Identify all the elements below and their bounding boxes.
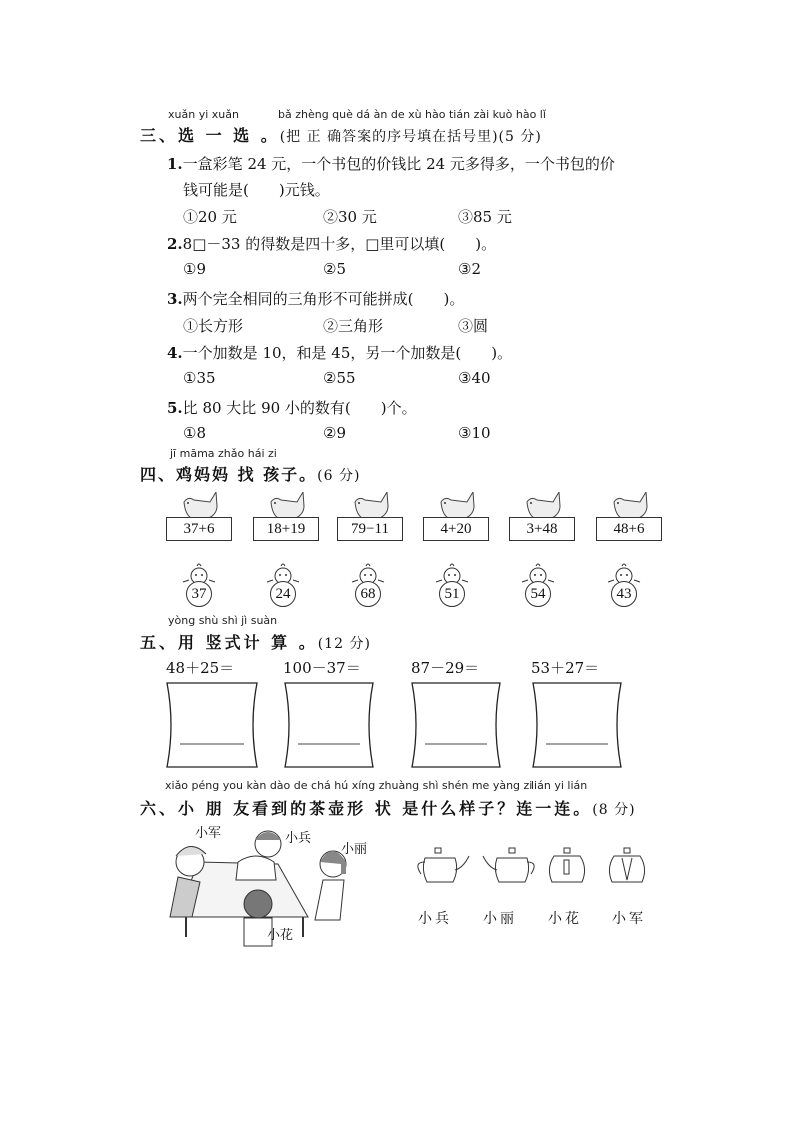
hen-icon (610, 492, 650, 518)
option: ①9 (183, 260, 206, 278)
points: (6 分) (317, 468, 361, 484)
teapot-label: 小花 (548, 911, 582, 927)
heading-text: 四、鸡妈妈 找 孩子。 (140, 465, 318, 484)
chick-number: 54 (525, 581, 551, 607)
pinyin: xuǎn yi xuǎn (168, 108, 239, 121)
hen-expression: 18+19 (253, 517, 319, 541)
section-4-heading (140, 462, 360, 485)
instruction: (把 正 确答案的序号填在括号里)(5 分) (279, 129, 542, 145)
pinyin: yòng shù shì jì suàn (168, 614, 278, 627)
section-5-heading (140, 630, 371, 653)
chick-number: 43 (611, 581, 637, 607)
option: ①35 (183, 369, 216, 387)
hen-expression: 37+6 (166, 517, 232, 541)
chick-number: 51 (439, 581, 465, 607)
option: ②三角形 (323, 317, 384, 335)
option: ②55 (323, 369, 356, 387)
teapot-front-spout (606, 846, 648, 886)
option: ③10 (458, 424, 491, 442)
option: ③圆 (458, 317, 489, 335)
hen-icon (267, 492, 307, 518)
q-num: 3. (167, 290, 183, 308)
section-3-heading (140, 123, 542, 146)
points: (8 分) (592, 802, 636, 818)
q-num: 1. (167, 155, 183, 173)
question-3 (167, 288, 464, 309)
section-6-heading (140, 796, 636, 819)
kid-label: 小花 (267, 928, 294, 943)
expression: 100－37＝ (283, 659, 361, 677)
q-text: 两个完全相同的三角形不可能拼成( )。 (182, 290, 465, 308)
q-text: 8□－33 的得数是四十多，□里可以填( )。 (182, 235, 497, 253)
chick (602, 562, 646, 608)
teapot-label: 小军 (612, 911, 646, 927)
pinyin: bǎ zhèng què dá àn de xù hào tián zài kuò hào lǐ (278, 108, 546, 121)
chick-number: 68 (355, 581, 381, 607)
question-2 (167, 233, 496, 254)
q-num: 4. (167, 344, 183, 362)
pinyin: xiǎo péng you kàn dào de chá hú xíng zhuàng shì shén me yàng zi (165, 779, 533, 792)
chick (261, 562, 305, 608)
teapot-label: 小兵 (418, 911, 452, 927)
heading-text: 六、小 朋 友看到的茶壶形 状 是什么样子？连一连。 (140, 799, 593, 818)
pinyin: jī māma zhǎo hái zi (170, 447, 277, 460)
teapot-front-handle (546, 846, 588, 886)
teapot-label: 小丽 (483, 911, 517, 927)
chick (430, 562, 474, 608)
kid-label: 小兵 (285, 831, 312, 846)
vertical-calc-box[interactable] (532, 682, 622, 768)
hen-expression: 4+20 (423, 517, 489, 541)
option: ③85 元 (458, 208, 512, 226)
kid-label: 小军 (195, 826, 222, 841)
points: (12 分) (317, 636, 371, 652)
hen-expression: 79−11 (337, 517, 403, 541)
option: ①长方形 (183, 317, 244, 335)
q-text: 比 80 大比 90 小的数有( )个。 (182, 399, 417, 417)
pinyin: lián yi lián (531, 779, 588, 792)
chick-number: 37 (186, 581, 212, 607)
teapot-side-spout-right (415, 846, 473, 886)
chick (516, 562, 560, 608)
vertical-calc-box[interactable] (166, 682, 258, 768)
heading-text: 五、用 竖式计 算 。 (140, 633, 318, 652)
hen-icon (180, 492, 220, 518)
q-text: 一个加数是 10，和是 45，另一个加数是( )。 (182, 344, 513, 362)
q-num: 2. (167, 235, 183, 253)
teapot-side-spout-left (477, 846, 537, 886)
vertical-calc-box[interactable] (411, 682, 501, 768)
option: ③40 (458, 369, 491, 387)
kid-label: 小丽 (341, 842, 368, 857)
option: ②30 元 (323, 208, 377, 226)
hen-icon (351, 492, 391, 518)
option: ①20 元 (183, 208, 237, 226)
option: ③2 (458, 260, 481, 278)
question-4 (167, 342, 512, 363)
option: ②5 (323, 260, 346, 278)
question-5 (167, 397, 417, 418)
heading-text: 三、选 一 选 。 (140, 126, 280, 145)
children-at-table-illustration (158, 822, 358, 947)
hen-expression: 48+6 (596, 517, 662, 541)
option: ②9 (323, 424, 346, 442)
hen-icon (523, 492, 563, 518)
expression: 48＋25＝ (166, 659, 235, 677)
expression: 87－29＝ (411, 659, 480, 677)
chick (346, 562, 390, 608)
q-text-cont: 钱可能是( )元钱。 (183, 181, 330, 199)
question-1 (167, 153, 615, 174)
q-text: 一盒彩笔 24 元，一个书包的价钱比 24 元多得多，一个书包的价 (182, 155, 615, 173)
q-num: 5. (167, 399, 183, 417)
option: ①8 (183, 424, 206, 442)
chick-number: 24 (270, 581, 296, 607)
chick (177, 562, 221, 608)
hen-icon (437, 492, 477, 518)
vertical-calc-box[interactable] (284, 682, 374, 768)
expression: 53＋27＝ (531, 659, 600, 677)
hen-expression: 3+48 (509, 517, 575, 541)
